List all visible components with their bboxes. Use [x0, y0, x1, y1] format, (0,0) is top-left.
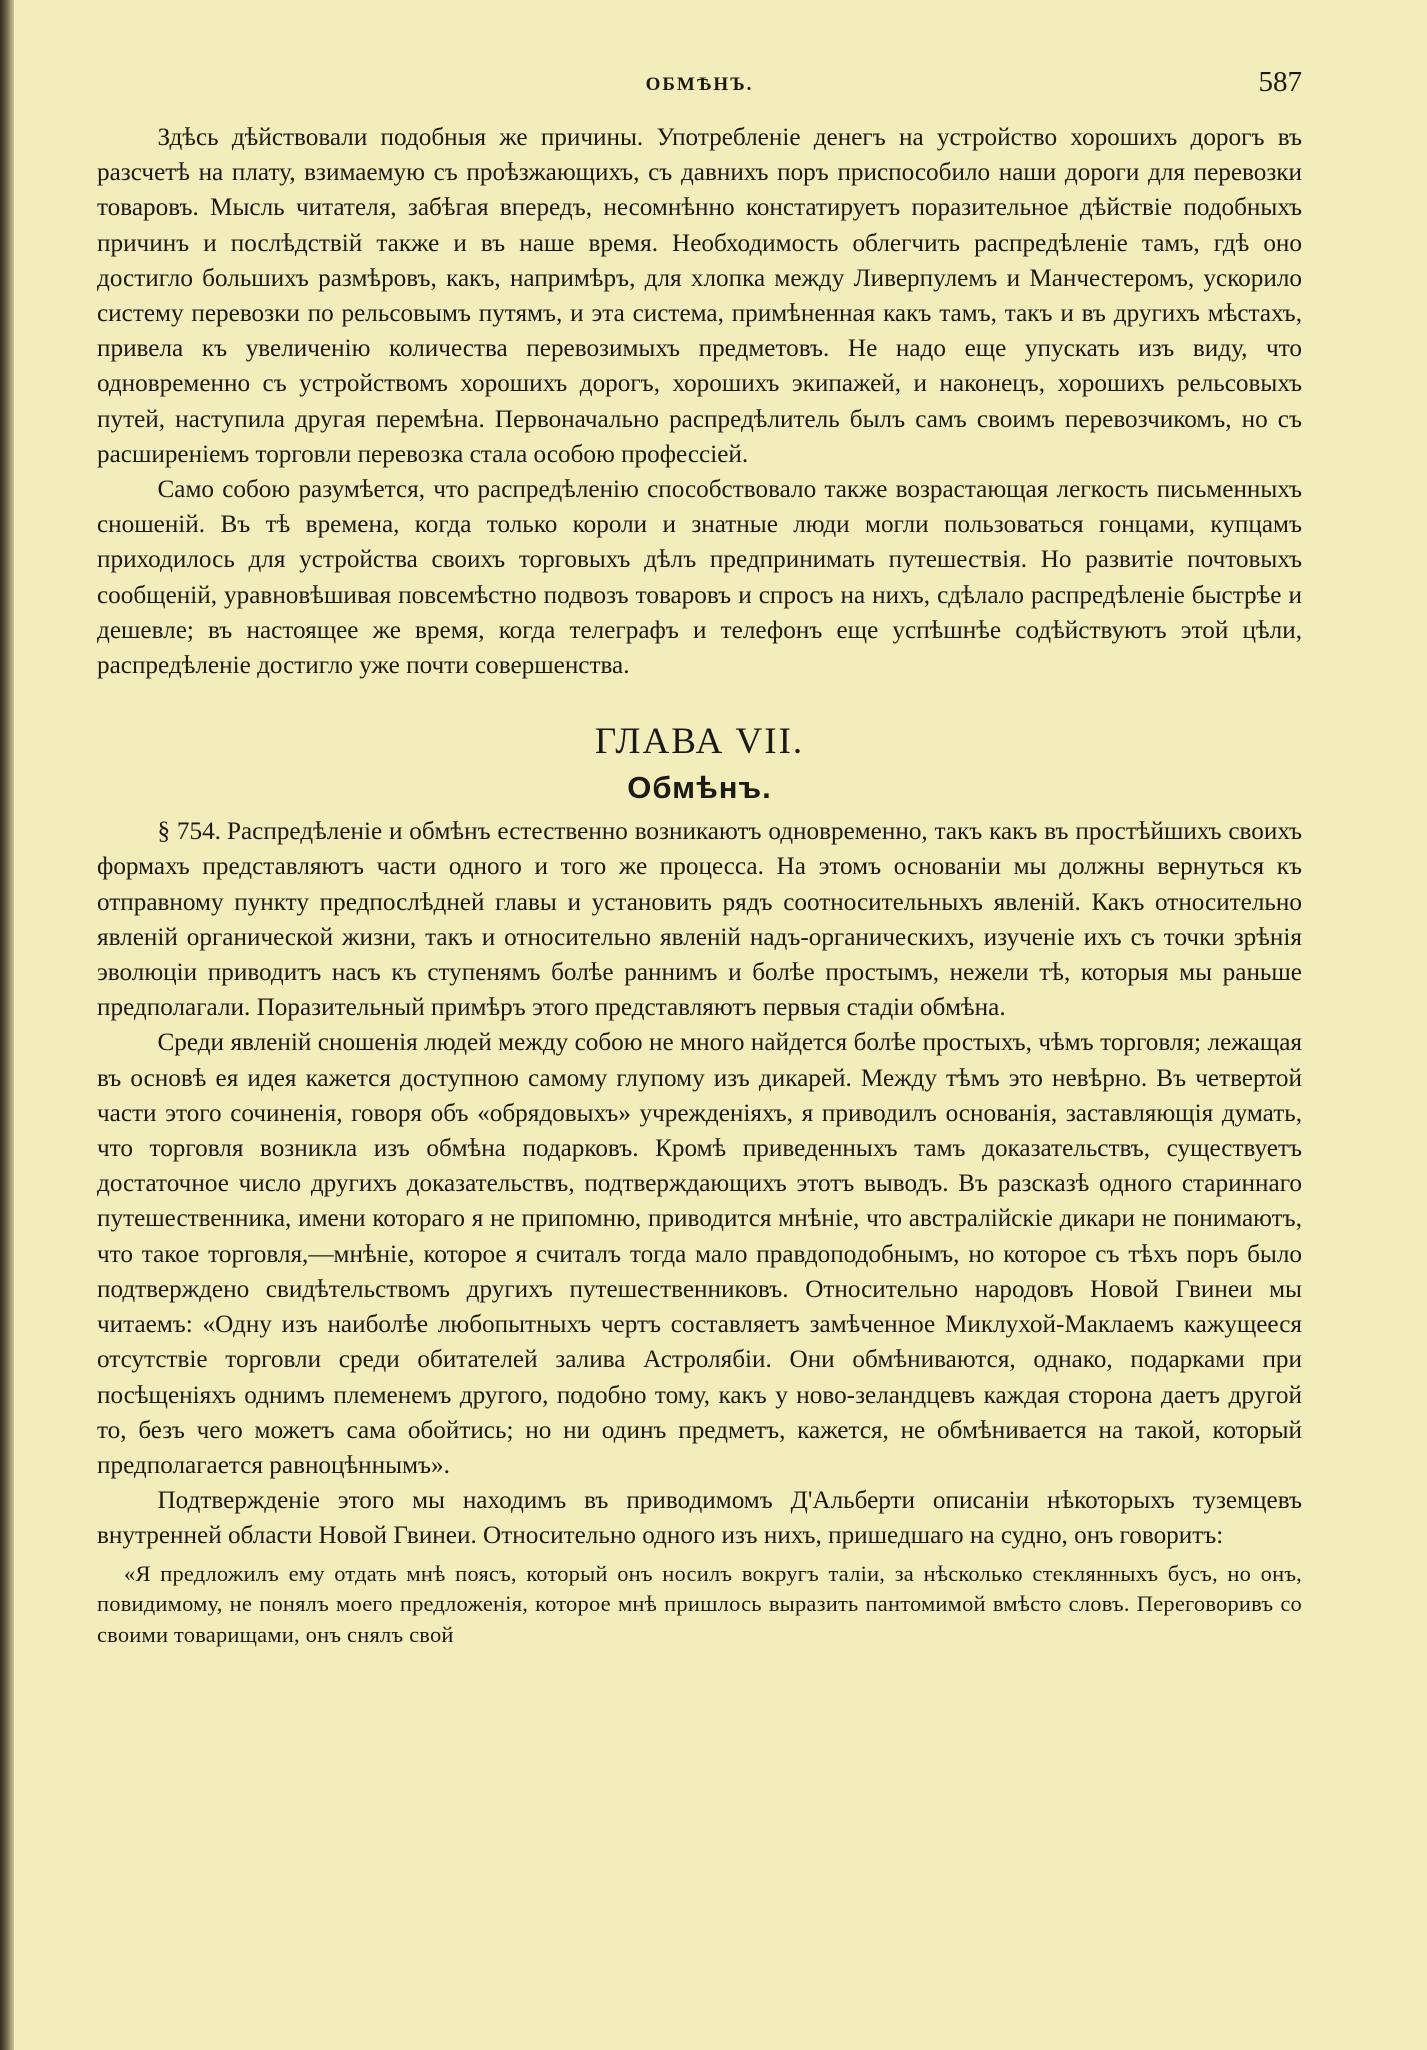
running-head	[97, 66, 1302, 106]
page-number: 587	[1258, 66, 1302, 98]
chapter-number: ГЛАВА VII.	[594, 721, 805, 763]
book-page	[97, 66, 1302, 1650]
paragraph: Само собою разумѣется, что распредѣленію способствовало также возрастающая легкость письменныхъ сношеній. Въ тѣ времена, когда только короли и знатные люди могли пользоваться гонцами, купцамъ приходилось для устройства своихъ торговыхъ дѣлъ предпринимать путешествія. Но развитіе почтовыхъ сообщеній, уравновѣшивая повсемѣстно подвозъ товаровъ и спросъ на нихъ, сдѣлало распредѣленіе быстрѣе и дешевле; въ настоящее же время, когда телеграфъ и телефонъ еще успѣшнѣе содѣйствуютъ этой цѣли, распредѣленіе достигло уже почти совершенства.	[97, 476, 1302, 680]
block-quote: «Я предложилъ ему отдать мнѣ поясъ, который онъ носилъ вокругъ таліи, за нѣсколько стеклянныхъ бусъ, но онъ, повидимому, не понялъ моего предложенія, которое мнѣ пришлось выразить пантомимой вмѣсто словъ. Переговоривъ со своими товарищами, онъ снялъ свой	[97, 1560, 1302, 1647]
section-number: § 754.	[157, 818, 221, 846]
paragraph: Среди явленій сношенія людей между собою не много найдется болѣе простыхъ, чѣмъ торговля; лежащая въ основѣ ея идея кажется доступною самому глупому изъ дикарей. Между тѣмъ это невѣрно. Въ четвертой части этого сочиненія, говоря объ «обрядовыхъ» учрежденіяхъ, я приводилъ основанія, заставляющія думать, что торговля возникла изъ обмѣна подарковъ. Кромѣ приведенныхъ тамъ доказательствъ, существуетъ достаточное число другихъ доказательствъ, подтверждающихъ этотъ выводъ. Въ разсказѣ одного стариннаго путешественника, имени котораго я не припомню, приводится мнѣніе, что австралійскіе дикари не понимаютъ, что такое торговля,—мнѣніе, которое я считалъ тогда мало правдоподобнымъ, но которое съ тѣхъ поръ было подтверждено свидѣтельствомъ другихъ путешественниковъ. Относительно народовъ Новой Гвинеи мы читаемъ: «Одну изъ наиболѣе любопытныхъ чертъ составляетъ замѣченное Миклухой-Маклаемъ кажущееся отсутствіе торговли среди обитателей залива Астролябіи. Они обмѣниваются, однако, подарками при посѣщеніяхъ однимъ племенемъ другого, подобно тому, какъ у ново-зеландцевъ каждая сторона даетъ другой то, безъ чего можетъ сама обойтись; но ни одинъ предметъ, кажется, не обмѣнивается на такой, который предполагается равноцѣннымъ».	[97, 1029, 1302, 1479]
running-title: ОБМѢНЪ.	[645, 74, 754, 95]
paragraph: Подтвержденіе этого мы находимъ въ приводимомъ Д'Альберти описаніи нѣкоторыхъ туземцевъ внутренней области Новой Гвинеи. Относительно одного изъ нихъ, пришедшаго на судно, онъ говоритъ:	[97, 1487, 1302, 1550]
chapter-title: Обмѣнъ.	[627, 770, 772, 806]
paragraph-text: Распредѣленіе и обмѣнъ естественно возникаютъ одновременно, такъ какъ въ простѣйшихъ своихъ формахъ представляютъ части одного и того же процесса. На этомъ основаніи мы должны вернуться къ отправному пункту предпослѣдней главы и установить рядъ соотносительныхъ явленій. Какъ относительно явленій органической жизни, такъ и относительно явленій надъ-органическихъ, изученіе ихъ съ точки зрѣнія эволюціи приводитъ насъ къ ступенямъ болѣе раннимъ и болѣе простымъ, нежели тѣ, которыя мы раньше предполагали. Поразительный примѣръ этого представляютъ первыя стадіи обмѣна.	[97, 818, 1303, 1022]
paragraph	[97, 814, 1302, 1025]
page-binding-edge	[0, 0, 14, 2050]
paragraph: Здѣсь дѣйствовали подобныя же причины. Употребленіе денегъ на устройство хорошихъ дорогъ въ разсчетѣ на плату, взимаемую съ проѣзжающихъ, съ давнихъ поръ приспособило наши дороги для перевозки товаровъ. Мысль читателя, забѣгая впередъ, несомнѣнно констатируетъ поразительное дѣйствіе подобныхъ причинъ и послѣдствій также и въ наше время. Необходимость облегчить распредѣленіе тамъ, гдѣ оно достигло большихъ размѣровъ, какъ, напримѣръ, для хлопка между Ливерпулемъ и Манчестеромъ, ускорило систему перевозки по рельсовымъ путямъ, и эта система, примѣненная какъ тамъ, такъ и въ другихъ мѣстахъ, привела къ увеличенію количества перевозимыхъ предметовъ. Не надо еще упускать изъ виду, что одновременно съ устройствомъ хорошихъ дорогъ, хорошихъ экипажей, и наконецъ, хорошихъ рельсовыхъ путей, наступила другая перемѣна. Первоначально распредѣлитель былъ самъ своимъ перевозчикомъ, но съ расширеніемъ торговли перевозка стала особою профессіей.	[97, 124, 1302, 468]
